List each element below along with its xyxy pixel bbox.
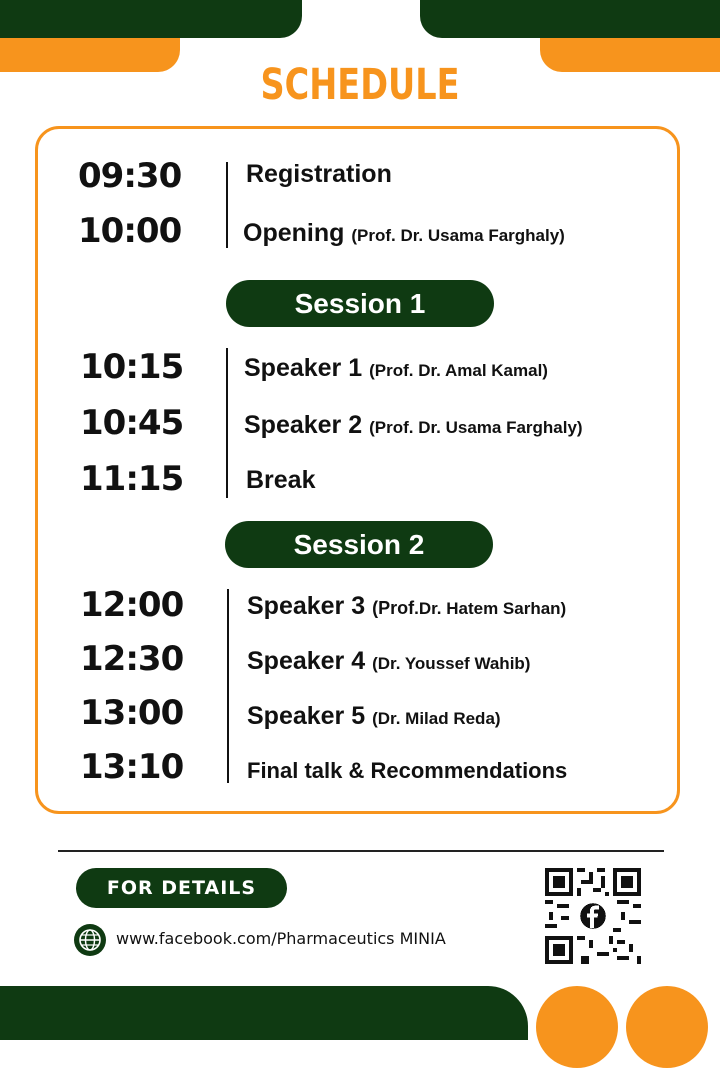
bottom-orange-circle <box>536 986 618 1068</box>
item-final-talk: Final talk & Recommendations <box>247 758 568 783</box>
time-1310: 13:10 <box>80 747 184 787</box>
time-1000: 10:00 <box>78 211 182 251</box>
divider-line <box>227 589 229 783</box>
session-2-pill: Session 2 <box>225 521 493 568</box>
time-1200: 12:00 <box>80 585 184 625</box>
footer-divider <box>58 850 664 852</box>
globe-icon <box>74 924 106 956</box>
time-1015: 10:15 <box>80 347 184 387</box>
time-1115: 11:15 <box>80 459 184 499</box>
item-speaker-3: Speaker 3 (Prof.Dr. Hatem Sarhan) <box>247 592 567 620</box>
time-1230: 12:30 <box>80 639 184 679</box>
item-registration: Registration <box>246 160 392 188</box>
divider-line <box>226 162 228 248</box>
top-right-green-bar <box>420 0 720 38</box>
time-1045: 10:45 <box>80 403 184 443</box>
item-speaker-5: Speaker 5 (Dr. Milad Reda) <box>247 702 501 730</box>
bottom-green-bar <box>0 986 528 1040</box>
divider-line <box>226 348 228 498</box>
item-speaker-4: Speaker 4 (Dr. Youssef Wahib) <box>247 647 531 675</box>
item-opening: Opening (Prof. Dr. Usama Farghaly) <box>243 219 565 247</box>
facebook-link[interactable]: www.facebook.com/Pharmaceutics MINIA <box>116 929 446 948</box>
page-title: SCHEDULE <box>260 60 460 110</box>
item-break: Break <box>246 466 316 494</box>
item-speaker-1: Speaker 1 (Prof. Dr. Amal Kamal) <box>244 354 548 382</box>
qr-code-icon <box>545 868 641 964</box>
time-1300: 13:00 <box>80 693 184 733</box>
bottom-orange-circle <box>626 986 708 1068</box>
top-left-green-bar <box>0 0 302 38</box>
time-0930: 09:30 <box>78 156 182 196</box>
for-details-label: FOR DETAILS <box>76 868 287 908</box>
item-speaker-2: Speaker 2 (Prof. Dr. Usama Farghaly) <box>244 411 583 439</box>
session-1-pill: Session 1 <box>226 280 494 327</box>
